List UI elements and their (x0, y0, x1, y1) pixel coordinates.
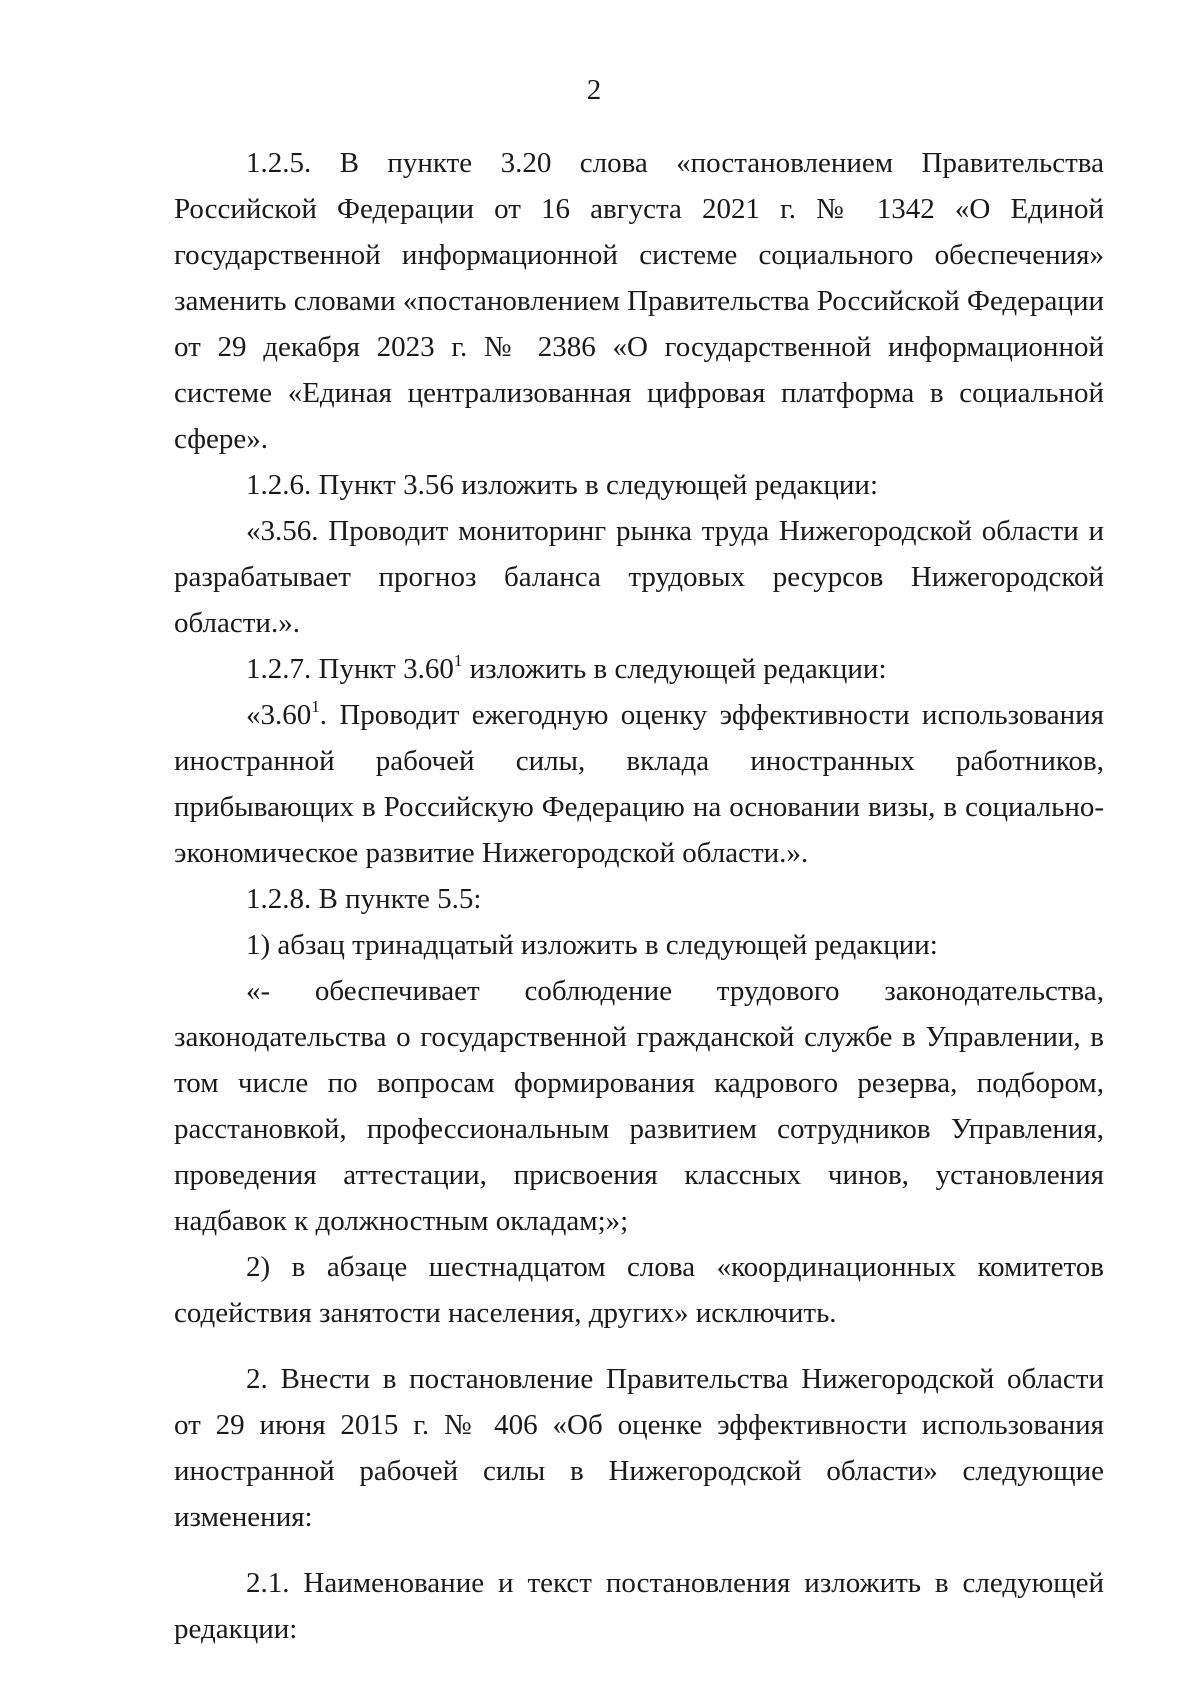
paragraph-1-2-6: 1.2.6. Пункт 3.56 изложить в следующей редакции: (246, 469, 879, 501)
paragraph-1-2-7 (174, 646, 1104, 692)
paragraph-item-1: 1) абзац тринадцатый изложить в следующей редакции: (246, 929, 938, 961)
paragraph-2: 2. Внести в постановление Правительства Нижегородской области от 29 июня 2015 г. № 406 «Об оценке эффективности использования иностранной рабочей силы в Нижегородской области» следующие изменения: (174, 1363, 1104, 1533)
paragraph-2-1: 2.1. Наименование и текст постановления изложить в следующей редакции: (174, 1567, 1104, 1645)
paragraph-3-60-1-end: . Проводит ежегодную оценку эффективности использования иностранной рабочей силы, вклада иностранных работников, прибывающих в Российскую Федерацию на основании визы, в социально-экономическое развитие Нижегородской области.». (174, 699, 1104, 869)
superscript-marker: 1 (453, 651, 463, 670)
paragraph-3-56-text: «3.56. Проводит мониторинг рынка труда Нижегородской области и разрабатывает прогноз баланса трудовых ресурсов Нижегородской области.». (174, 515, 1104, 639)
paragraph-1-2-5: 1.2.5. В пункте 3.20 слова «постановлением Правительства Российской Федерации от 16 августа 2021 г. № 1342 «О Единой государственной информационной системе социального обеспечения» заменить словами «постановлением Правительства Российской Федерации от 29 декабря 2023 г. № 2386 «О государственной информационной системе «Единая централизованная цифровая платформа в социальной сфере». (174, 147, 1104, 455)
paragraph-1-2-8: 1.2.8. В пункте 5.5: (246, 883, 482, 915)
paragraph-item-1-text: «- обеспечивает соблюдение трудового законодательства, законодательства о государственной гражданской службе в Управлении, в том числе по вопросам формирования кадрового резерва, подбором, расстановкой, профессиональным развитием сотрудников Управления, проведения аттестации, присвоения классных чинов, установления надбавок к должностным окладам;»; (174, 975, 1104, 1237)
page-number: 2 (586, 74, 602, 106)
paragraph-3-60-1-start: «3.60 (246, 699, 312, 731)
superscript-marker: 1 (311, 697, 320, 716)
paragraph-item-2: 2) в абзаце шестнадцатом слова «координационных комитетов содействия занятости населения, других» исключить. (174, 1251, 1104, 1329)
paragraph-1-2-7-start: 1.2.7. Пункт 3.60 (246, 653, 454, 685)
document-body (174, 140, 1104, 1652)
paragraph-1-2-7-end: изложить в следующей редакции: (462, 653, 887, 685)
paragraph-3-60-1-text (174, 692, 1104, 876)
